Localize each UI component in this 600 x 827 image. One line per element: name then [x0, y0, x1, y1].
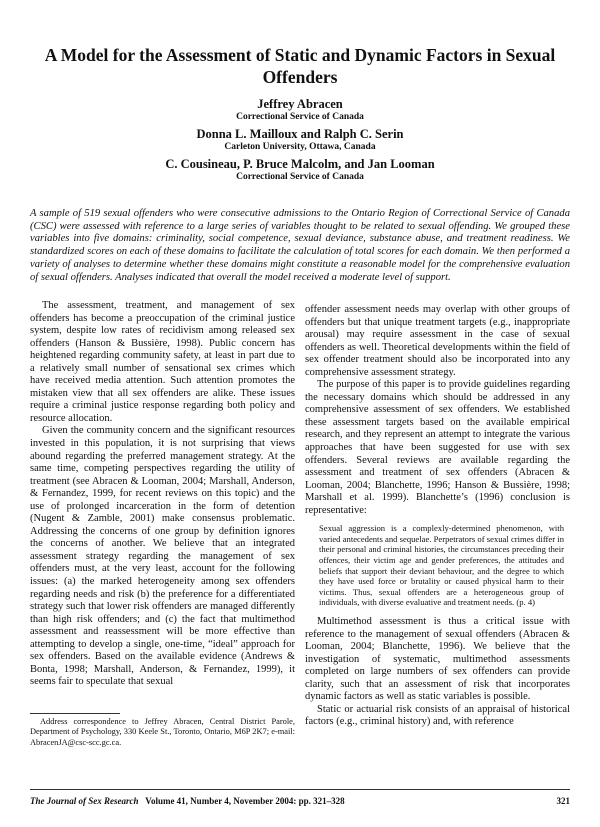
author-group [40, 127, 560, 153]
body-paragraph: The purpose of this paper is to provide guidelines regarding the necessary domains which should be addressed in any comprehensive assessment of sex offenders. We established these assessment targets based on the available empirical research, and they represent an attempt to integrate the various approaches that have been suggested for use with sex offenders. Several reviews are available regarding the assessment and treatment of sex offenders (Abracen & Looman, 2004; Blanchette, 1996; Hanson & Bussière, 1998; Marshall et al. 1999). Blanchette’s (1996) conclusion is representative: [305, 379, 570, 516]
author-group [40, 97, 560, 123]
page-number: 321 [556, 796, 570, 806]
paper-title: A Model for the Assessment of Static and Dynamic Factors in Sexual Offenders [44, 45, 556, 87]
journal-issue: Volume 41, Number 4, November 2004: pp. 321–328 [145, 796, 345, 806]
footer-divider [30, 789, 570, 790]
block-quote: Sexual aggression is a complexly-determined phenomenon, with varied antecedents and sequelae. Perpetrators of sexual crimes differ in their personal and criminal histories, the circumstances preceding their offences, their victim age and gender preferences, the attitudes and beliefs that support their deviant behaviour, and the degree to which they have used force or brutality or caused physical harm to their victims. Thus, sexual offenders are a heterogeneous group of individuals, with diverse evaluative and treatment needs. (p. 4) [319, 523, 564, 608]
left-column [30, 300, 295, 689]
body-paragraph: Multimethod assessment is thus a critical issue with reference to the management of sexual offenders (Abracen & Looman, 2004; Blanchette, 1996). We believe that the investigation of systematic, multimethod assessments completed on large numbers of sex offenders can provide clarity, such that an assessment of risk that incorporates dynamic factors as well as static variables is possible. [305, 616, 570, 703]
body-paragraph: The assessment, treatment, and management of sex offenders has become a preoccupation of the criminal justice system, despite low rates of recidivism among released sex offenders (Hanson & Bussière, 1998). Public concern has heightened regarding community safety, at least in part due to a relatively small number of sensational sex crimes which have received media attention. Such attention promotes the mistaken view that all sex offenders are alike. These issues require a criminal justice response regarding both policy and resource allocation. [30, 300, 295, 424]
journal-name: The Journal of Sex Research [30, 796, 139, 806]
author-group [40, 157, 560, 183]
author-block [40, 97, 560, 187]
body-paragraph: Given the community concern and the significant resources invested in this population, it is not surprising that views abound regarding the preferred management strategy. At the same time, competing perspectives regarding the utility of treatment (see Abracen & Looman, 2004; Marshall, Anderson, & Fernandez, 1999, for recent reviews on this topic) and the use of prolonged incarceration in the form of detention (Nugent & Zamble, 2001) make consensus problematic. Addressing the concerns of one group by definition ignores the concerns of another. We believe that an integrated assessment strategy regarding the management of sex offenders must, at the very least, account for the following issues: (a) the marked heterogeneity among sex offenders regarding needs and risk (b) the preference for a differentiated strategy such that lower risk offenders are managed differently than high risk offenders; and (c) the fact that multimethod assessment and reassessment will be more effective than attempting to develop a single, one-time, “ideal” approach for sex offenders. Based on the available evidence (Andrews & Bonta, 1998; Marshall, Anderson, & Fernandez, 1999), it seems fair to speculate that sexual [30, 425, 295, 688]
author-names: Jeffrey Abracen [257, 97, 343, 111]
author-names: Donna L. Mailloux and Ralph C. Serin [196, 127, 404, 141]
body-paragraph: Static or actuarial risk consists of an appraisal of historical factors (e.g., criminal history) and, with reference [305, 703, 570, 728]
author-names: C. Cousineau, P. Bruce Malcolm, and Jan Looman [165, 157, 435, 171]
author-affiliation: Correctional Service of Canada [236, 172, 364, 182]
footnote-divider [30, 713, 120, 714]
body-paragraph: offender assessment needs may overlap with other groups of offenders but that unique treatment targets (e.g., inappropriate arousal) may require assessment in the case of sexual offenders as well. Theoretical developments within the field of sex offender treatment should also be incorporated into any comprehensive assessment strategy. [305, 304, 570, 378]
journal-citation [30, 796, 345, 806]
abstract: A sample of 519 sexual offenders who were consecutive admissions to the Ontario Region of Correctional Service of Canada (CSC) were assessed with reference to a large series of variables thought to be related to sexual offending. We grouped these variables into five domains: criminality, social competence, sexual deviance, substance abuse, and treatment readiness. We standardized scores on each of these domains to facilitate the calculation of total scores for each domain. We then performed a variety of analyses to determine whether these domains might constitute a reasonable model for the comprehensive evaluation of sexual offenders. Analyses indicated that overall the model received a moderate level of support. [30, 208, 570, 283]
author-affiliation: Carleton University, Ottawa, Canada [224, 142, 376, 152]
right-column [305, 304, 570, 729]
author-affiliation: Correctional Service of Canada [236, 112, 364, 122]
correspondence-footnote: Address correspondence to Jeffrey Abracen, Central District Parole, Department of Psychology, 330 Keele St., Toronto, Ontario, M6P 2K7; e-mail: AbracenJA@csc-scc.gc.ca. [30, 717, 295, 747]
